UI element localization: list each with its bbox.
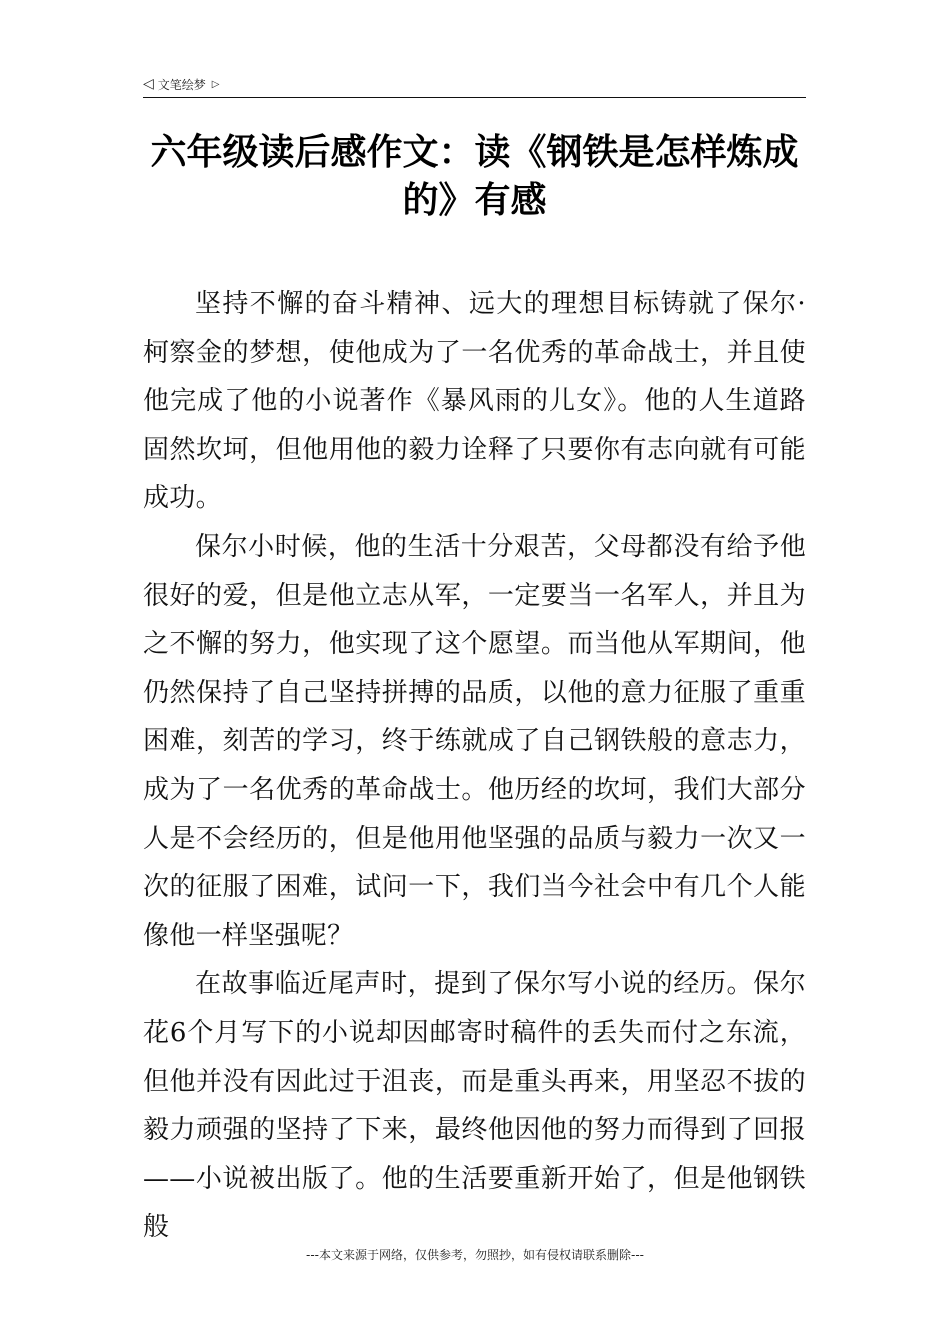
brand-label: 文笔绘梦 (157, 77, 206, 92)
paragraph-3: 在故事临近尾声时，提到了保尔写小说的经历。保尔花6个月写下的小说却因邮寄时稿件的丢失而付之东流，但他并没有因此过于沮丧，而是重头再来，用坚忍不拔的毅力顽强的坚持了下来，最终他因他的努力而得到了回报——小说被出版了。他的生活要重新开始了，但是他钢铁般 (143, 969, 806, 1243)
right-triangle-icon: ▷ (211, 78, 220, 90)
paragraph-2: 保尔小时候，他的生活十分艰苦，父母都没有给予他很好的爱，但是他立志从军，一定要当一名军人，并且为之不懈的努力，他实现了这个愿望。而当他从军期间，他仍然保持了自己坚持拼搏的品质，以他的意力征服了重重困难，刻苦的学习，终于练就成了自己钢铁般的意志力，成为了一名优秀的革命战士。他历经的坎坷，我们大部分人是不会经历的，但是他用他坚强的品质与毅力一次又一次的征服了困难，试问一下，我们当今社会中有几个人能像他一样坚强呢？ (143, 531, 806, 951)
paragraph-1: 坚持不懈的奋斗精神、远大的理想目标铸就了保尔·柯察金的梦想，使他成为了一名优秀的革命战士，并且使他完成了他的小说著作《暴风雨的儿女》。他的人生道路固然坎坷，但他用他的毅力诠释了只要你有志向就有可能成功。 (143, 289, 806, 514)
page-header (143, 72, 806, 96)
header-divider (143, 97, 806, 98)
page-footer: ---本文来源于网络，仅供参考，勿照抄，如有侵权请联系删除--- (306, 1248, 644, 1262)
document-title: 六年级读后感作文：读《钢铁是怎样炼成的》有感 (150, 131, 799, 221)
document-body (143, 280, 806, 1252)
left-triangle-icon: ◁ (143, 76, 154, 92)
